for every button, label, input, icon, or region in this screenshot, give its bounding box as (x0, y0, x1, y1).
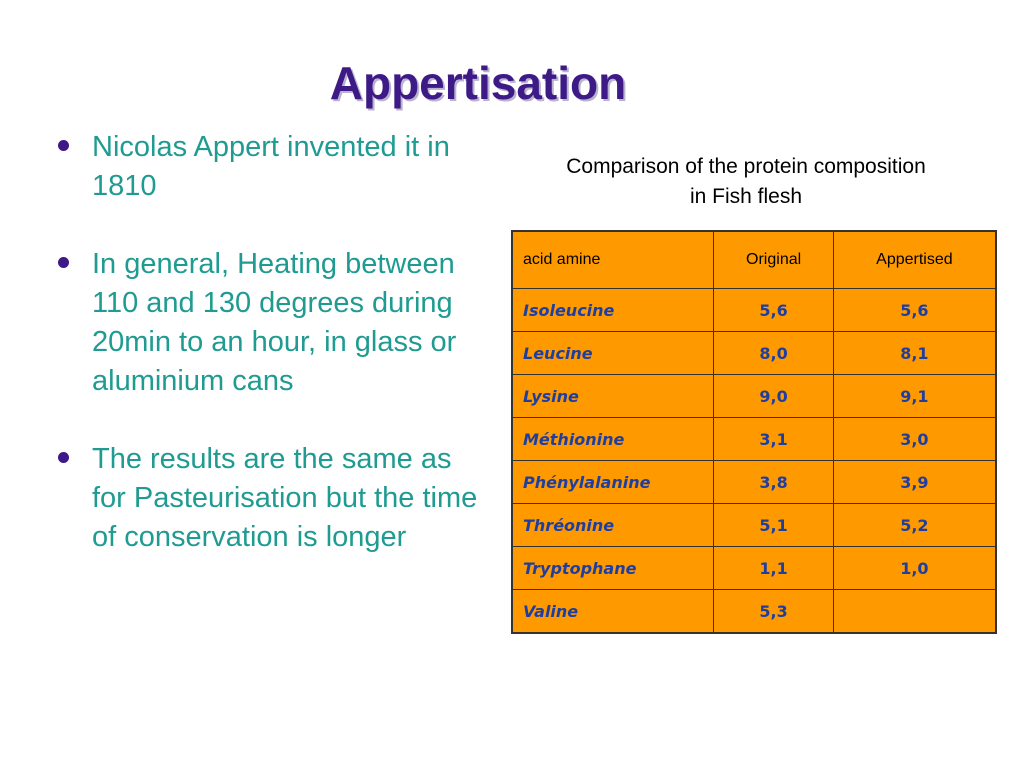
cell-appertised: 8,1 (833, 332, 996, 375)
cell-appertised: 3,0 (833, 418, 996, 461)
table-row (512, 547, 996, 590)
table-caption (510, 152, 982, 212)
cell-original: 3,1 (714, 418, 833, 461)
header-original: Original (714, 231, 833, 289)
bullet-list (52, 128, 492, 557)
cell-original: 8,0 (714, 332, 833, 375)
bullet-item (52, 245, 492, 401)
bullet-text: Nicolas Appert invented it in 1810 (92, 131, 450, 202)
bullet-dot-icon (58, 257, 69, 268)
table-header-row (512, 231, 996, 289)
slide-title: Appertisation (329, 57, 627, 109)
cell-appertised: 5,6 (833, 289, 996, 332)
cell-original: 3,8 (714, 461, 833, 504)
bullet-text: The results are the same as for Pasteurisation but the time of conservation is longer (92, 443, 478, 553)
table-row (512, 590, 996, 634)
cell-appertised: 1,0 (833, 547, 996, 590)
bullet-dot-icon (58, 140, 69, 151)
table-row (512, 461, 996, 504)
cell-acid: Méthionine (512, 418, 714, 461)
cell-appertised: 3,9 (833, 461, 996, 504)
cell-acid: Isoleucine (512, 289, 714, 332)
cell-original: 5,3 (714, 590, 833, 634)
header-acid-amine: acid amine (512, 231, 714, 289)
table-row (512, 289, 996, 332)
cell-original: 1,1 (714, 547, 833, 590)
bullet-item (52, 128, 492, 206)
protein-table (511, 230, 997, 634)
cell-acid: Valine (512, 590, 714, 634)
cell-original: 9,0 (714, 375, 833, 418)
cell-acid: Phénylalanine (512, 461, 714, 504)
cell-acid: Lysine (512, 375, 714, 418)
bullet-dot-icon (58, 452, 69, 463)
table-row (512, 504, 996, 547)
bullet-item (52, 440, 492, 557)
cell-acid: Leucine (512, 332, 714, 375)
cell-original: 5,6 (714, 289, 833, 332)
table-caption-line2: in Fish flesh (689, 185, 803, 208)
cell-original: 5,1 (714, 504, 833, 547)
cell-acid: Tryptophane (512, 547, 714, 590)
table-caption-line1: Comparison of the protein composition (566, 155, 926, 178)
cell-appertised: 9,1 (833, 375, 996, 418)
cell-acid: Thréonine (512, 504, 714, 547)
table-row (512, 332, 996, 375)
header-appertised: Appertised (833, 231, 996, 289)
table-row (512, 418, 996, 461)
cell-appertised: 5,2 (833, 504, 996, 547)
cell-appertised (833, 590, 996, 634)
bullet-text: In general, Heating between 110 and 130 degrees during 20min to an hour, in glass or aluminium cans (92, 248, 457, 397)
table-row (512, 375, 996, 418)
